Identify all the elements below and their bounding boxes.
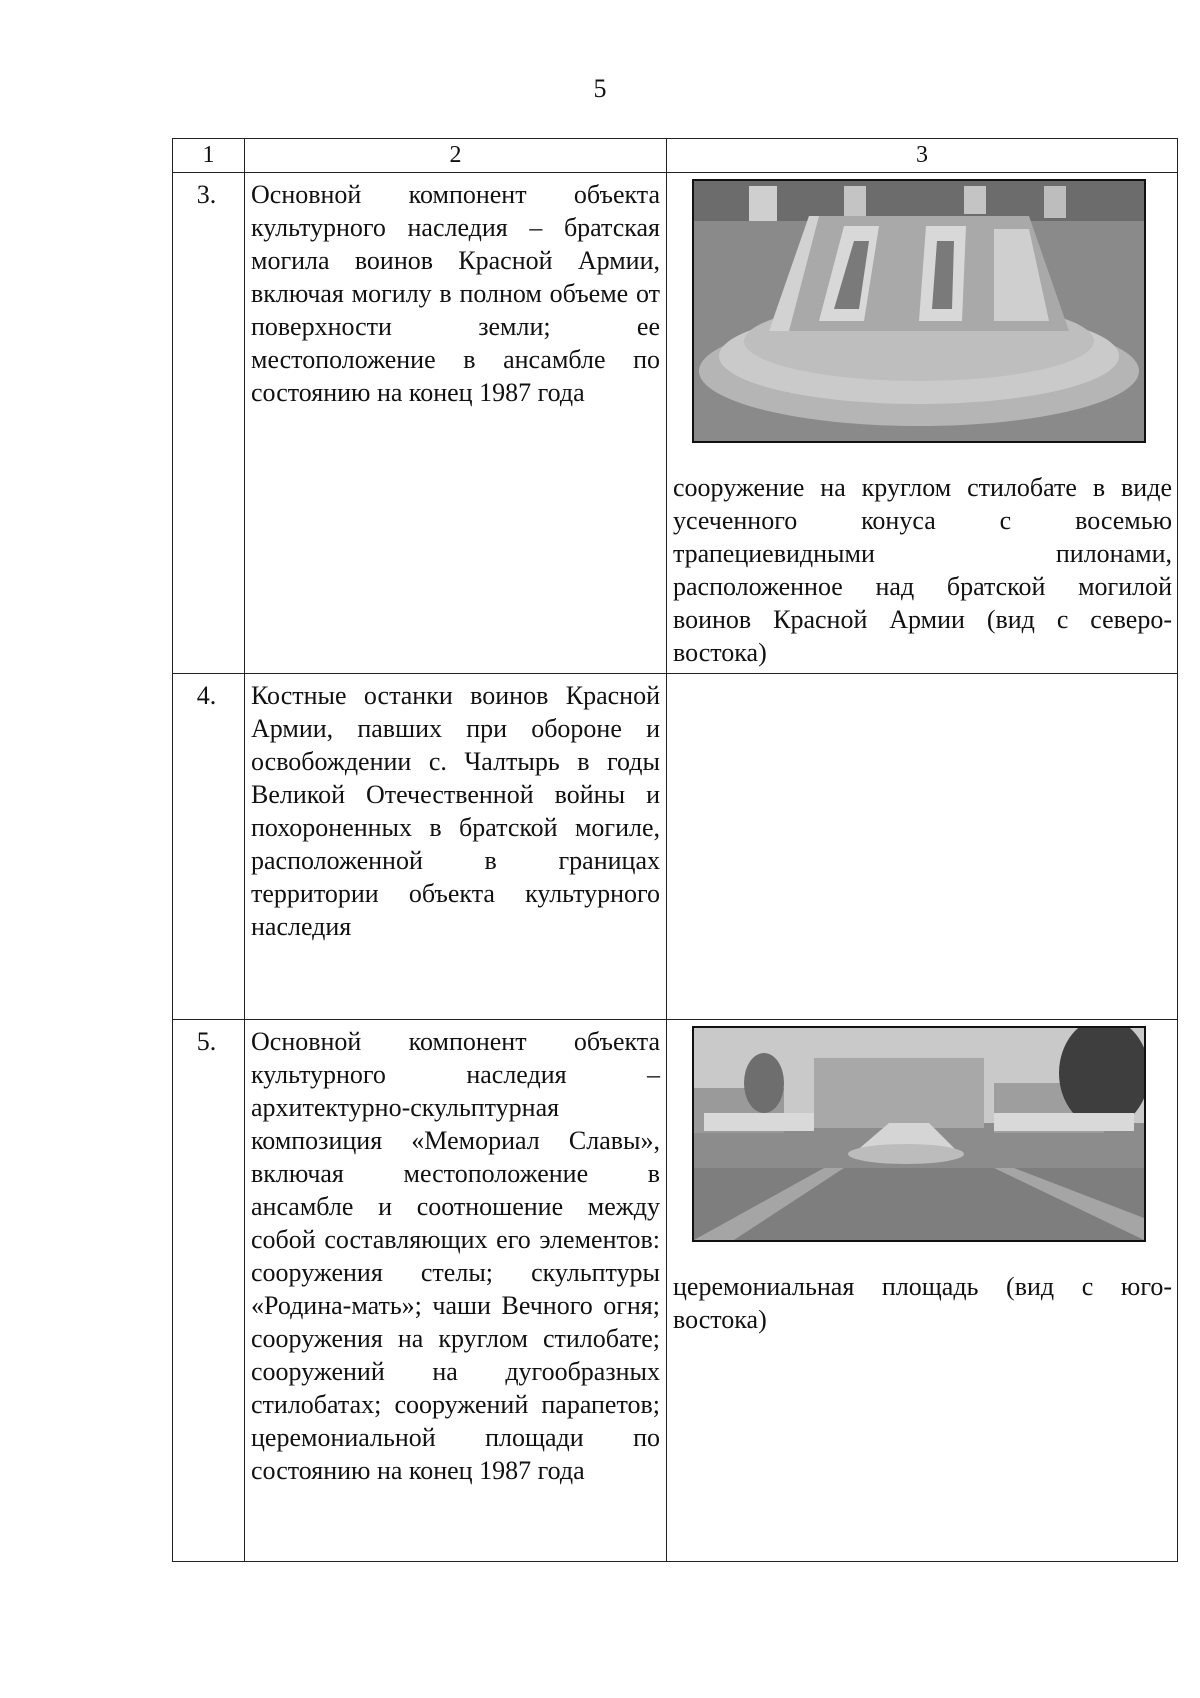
row-description: Основной компонент объекта культурного наследия – архитектурно-скульптурная композиция «Мемориал Славы», включая местоположение в ансамбле и соотношение между собой составляющих его элементов: сооружения стелы; скульптуры «Родина-мать»; чаши Вечного огня; сооружения на круглом стилобате; сооружений на дугообразных стилобатах; сооружений парапетов; церемониальной площади по состоянию на конец 1987 года xyxy=(245,1020,667,1562)
page-number: 5 xyxy=(593,74,607,103)
row-number: 5. xyxy=(173,1020,245,1562)
row-number: 4. xyxy=(173,674,245,1020)
table-row xyxy=(173,173,1178,674)
heritage-components-table xyxy=(172,138,1178,1562)
header-col-1: 1 xyxy=(173,139,245,173)
table-row xyxy=(173,1020,1178,1562)
header-col-2: 2 xyxy=(245,139,667,173)
row-illustration-cell xyxy=(667,1020,1178,1562)
row-caption: церемониальная площадь (вид с юго-востока) xyxy=(673,1272,1172,1334)
table-row xyxy=(173,674,1178,1020)
row-description: Основной компонент объекта культурного наследия – братская могила воинов Красной Армии, включая могилу в полном объеме от поверхности земли; ее местоположение в ансамбле по состоянию на конец 1987 года xyxy=(245,173,667,674)
table-header-row xyxy=(173,139,1178,173)
ceremonial-square-photo xyxy=(692,1026,1146,1242)
mass-grave-photo xyxy=(692,179,1146,443)
row-illustration-cell xyxy=(667,674,1178,1020)
row-description: Костные останки воинов Красной Армии, павших при обороне и освобождении с. Чалтырь в годы Великой Отечественной войны и похороненных в братской могиле, расположенной в границах территории объекта культурного наследия xyxy=(245,674,667,1020)
row-caption: сооружение на круглом стилобате в виде усеченного конуса с восемью трапециевидными пилонами, расположенное над братской могилой воинов Красной Армии (вид с северо-востока) xyxy=(673,473,1172,667)
row-number: 3. xyxy=(173,173,245,674)
header-col-3: 3 xyxy=(667,139,1178,173)
row-illustration-cell xyxy=(667,173,1178,674)
